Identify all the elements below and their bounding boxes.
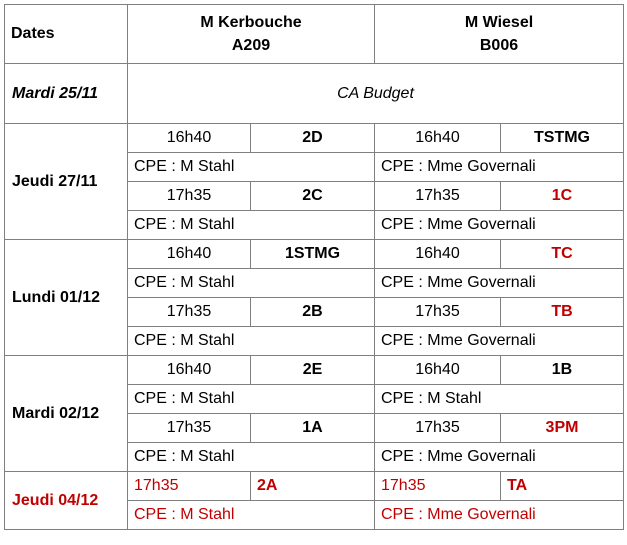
- date-cell: Mardi 02/12: [5, 356, 128, 472]
- k-time: 17h35: [128, 414, 251, 443]
- slot-time-row: [5, 240, 624, 269]
- w-cpe: CPE : Mme Governali: [375, 211, 624, 240]
- k-cpe: CPE : M Stahl: [128, 443, 375, 472]
- date-cell: Jeudi 04/12: [5, 472, 128, 530]
- schedule-table: [4, 4, 624, 530]
- k-time: 16h40: [128, 240, 251, 269]
- k-class: 1A: [251, 414, 375, 443]
- w-cpe: CPE : Mme Governali: [375, 153, 624, 182]
- k-time: 17h35: [128, 182, 251, 211]
- w-class: TA: [501, 472, 624, 501]
- k-class: 2D: [251, 124, 375, 153]
- w-cpe: CPE : Mme Governali: [375, 501, 624, 530]
- w-class: 1B: [501, 356, 624, 385]
- w-time: 16h40: [375, 240, 501, 269]
- k-cpe: CPE : M Stahl: [128, 327, 375, 356]
- k-time: 16h40: [128, 356, 251, 385]
- ca-row: [5, 64, 624, 124]
- w-class: 3PM: [501, 414, 624, 443]
- k-time: 17h35: [128, 298, 251, 327]
- w-cpe: CPE : Mme Governali: [375, 327, 624, 356]
- k-class: 2C: [251, 182, 375, 211]
- teacher-room: B006: [479, 37, 519, 54]
- w-time: 17h35: [375, 298, 501, 327]
- teacher-header-kerbouche: [128, 5, 375, 64]
- ca-budget-cell: CA Budget: [128, 64, 624, 124]
- k-class: 2B: [251, 298, 375, 327]
- k-cpe: CPE : M Stahl: [128, 153, 375, 182]
- w-time: 17h35: [375, 414, 501, 443]
- k-cpe: CPE : M Stahl: [128, 269, 375, 298]
- teacher-header-wiesel: [375, 5, 624, 64]
- teacher-room: A209: [231, 37, 271, 54]
- teacher-name: M Kerbouche: [200, 14, 302, 31]
- w-class: TC: [501, 240, 624, 269]
- w-cpe: CPE : Mme Governali: [375, 443, 624, 472]
- slot-time-row: [5, 472, 624, 501]
- schedule-table-container: [4, 4, 623, 541]
- slot-time-row: [5, 356, 624, 385]
- k-class: 2E: [251, 356, 375, 385]
- slot-time-row: [5, 124, 624, 153]
- k-cpe: CPE : M Stahl: [128, 211, 375, 240]
- k-class: 1STMG: [251, 240, 375, 269]
- date-cell: Mardi 25/11: [5, 64, 128, 124]
- w-class: TB: [501, 298, 624, 327]
- date-cell: Jeudi 27/11: [5, 124, 128, 240]
- w-time: 16h40: [375, 356, 501, 385]
- teacher-name: M Wiesel: [464, 14, 534, 31]
- w-class: 1C: [501, 182, 624, 211]
- w-time: 17h35: [375, 182, 501, 211]
- date-cell: Lundi 01/12: [5, 240, 128, 356]
- w-cpe: CPE : M Stahl: [375, 385, 624, 414]
- k-cpe: CPE : M Stahl: [128, 385, 375, 414]
- w-time: 16h40: [375, 124, 501, 153]
- w-time: 17h35: [375, 472, 501, 501]
- w-cpe: CPE : Mme Governali: [375, 269, 624, 298]
- dates-header: Dates: [5, 5, 128, 64]
- w-class: TSTMG: [501, 124, 624, 153]
- header-row: [5, 5, 624, 64]
- k-class: 2A: [251, 472, 375, 501]
- k-cpe: CPE : M Stahl: [128, 501, 375, 530]
- k-time: 17h35: [128, 472, 251, 501]
- k-time: 16h40: [128, 124, 251, 153]
